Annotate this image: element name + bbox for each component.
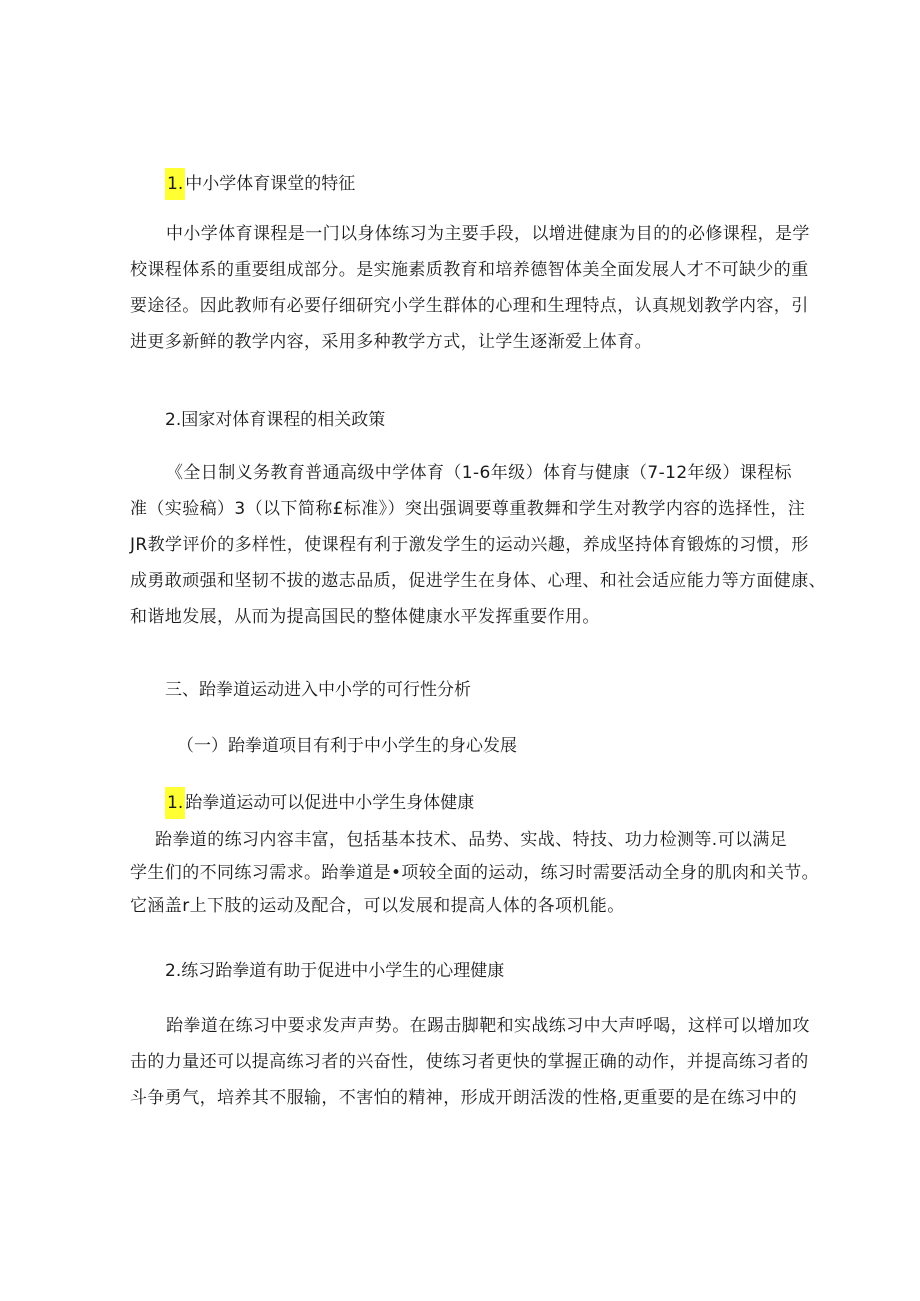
section-heading-1 [165, 168, 355, 200]
paragraph-mental-health [130, 1008, 810, 1116]
paragraph-line: 《全日制义务教育普通高级中学体育（1-6年级）体育与健康（7-12年级）课程标 [166, 463, 792, 483]
heading-number: 2. [165, 961, 182, 981]
paragraph-classroom-features [130, 216, 810, 360]
paragraph-line: 准（实验稿）3（以下简称£标准》）突出强调要尊重教舞和学生对教学内容的选择性，注 [130, 499, 806, 519]
paragraph-line: 校课程体系的重要组成部分。是实施素质教育和培养德智体美全面发展人才不可缺少的重 [130, 260, 809, 280]
paragraph-line: 斗争勇气，培养其不服输，不害怕的精神，形成开朗活泼的性格,更重要的是在练习中的 [130, 1088, 798, 1108]
paragraph-line: 跆拳道的练习内容丰富，包括基本技术、品势、实战、特技、功力检测等.可以满足 [155, 830, 788, 850]
section-heading-3 [165, 787, 474, 819]
paragraph-line: 和谐地发展，从而为提高国民的整体健康水平发挥重要作用。 [130, 607, 600, 627]
heading-text: 练习跆拳道有助于促进中小学生的心理健康 [181, 961, 505, 981]
section-heading-2 [165, 407, 385, 433]
paragraph-line: 中小学体育课程是一门以身体练习为主要手段，以增进健康为目的的必修课程，是学 [166, 224, 810, 244]
paragraph-line: 击的力量还可以提高练习者的兴奋性，使练习者更快的掌握正确的动作，并提高练习者的 [130, 1052, 809, 1072]
paragraph-line: 跆拳道在练习中要求发声声势。在踢击脚靶和实战练习中大声呼喝，这样可以增加攻 [166, 1016, 810, 1036]
heading-text: 跆拳道运动可以促进中小学生身体健康 [185, 793, 475, 813]
heading-text: 中小学体育课堂的特征 [185, 174, 356, 194]
sub-heading-1 [177, 733, 517, 759]
heading-text: 三、跆拳道运动进入中小学的可行性分析 [165, 680, 471, 700]
paragraph-line: 它涵盖r上下肢的运动及配合，可以发展和提高人体的各项机能。 [130, 896, 625, 916]
heading-text: 国家对体育课程的相关政策 [181, 410, 386, 430]
heading-text: （一）跆拳道项目有利于中小学生的身心发展 [177, 736, 517, 756]
heading-number: 2. [165, 410, 182, 430]
heading-number: 1. [165, 168, 185, 200]
section-heading-4 [165, 958, 504, 984]
paragraph-line: 进更多新鲜的教学内容，采用多种教学方式，让学生逐渐爱上体育。 [130, 332, 652, 352]
paragraph-line: 要途径。因此教师有必要仔细研究小学生群体的心理和生理特点，认真规划教学内容，引 [130, 296, 809, 316]
part-heading-3 [165, 677, 471, 703]
paragraph-physical-health [130, 824, 820, 923]
paragraph-line: JR教学评价的多样性，使课程有利于激发学生的运动兴趣，养成坚持体育锻炼的习惯，形 [130, 535, 809, 555]
paragraph-line: 成勇敢顽强和坚韧不拔的遨志品质，促进学生在身体、心理、和社会适应能力等方面健康、 [130, 571, 826, 591]
heading-number: 1. [165, 787, 185, 819]
paragraph-line: 学生们的不同练习需求。跆拳道是•项较全面的运动，练习时需要活动全身的肌肉和关节。 [130, 863, 820, 883]
paragraph-national-policy [130, 455, 826, 635]
